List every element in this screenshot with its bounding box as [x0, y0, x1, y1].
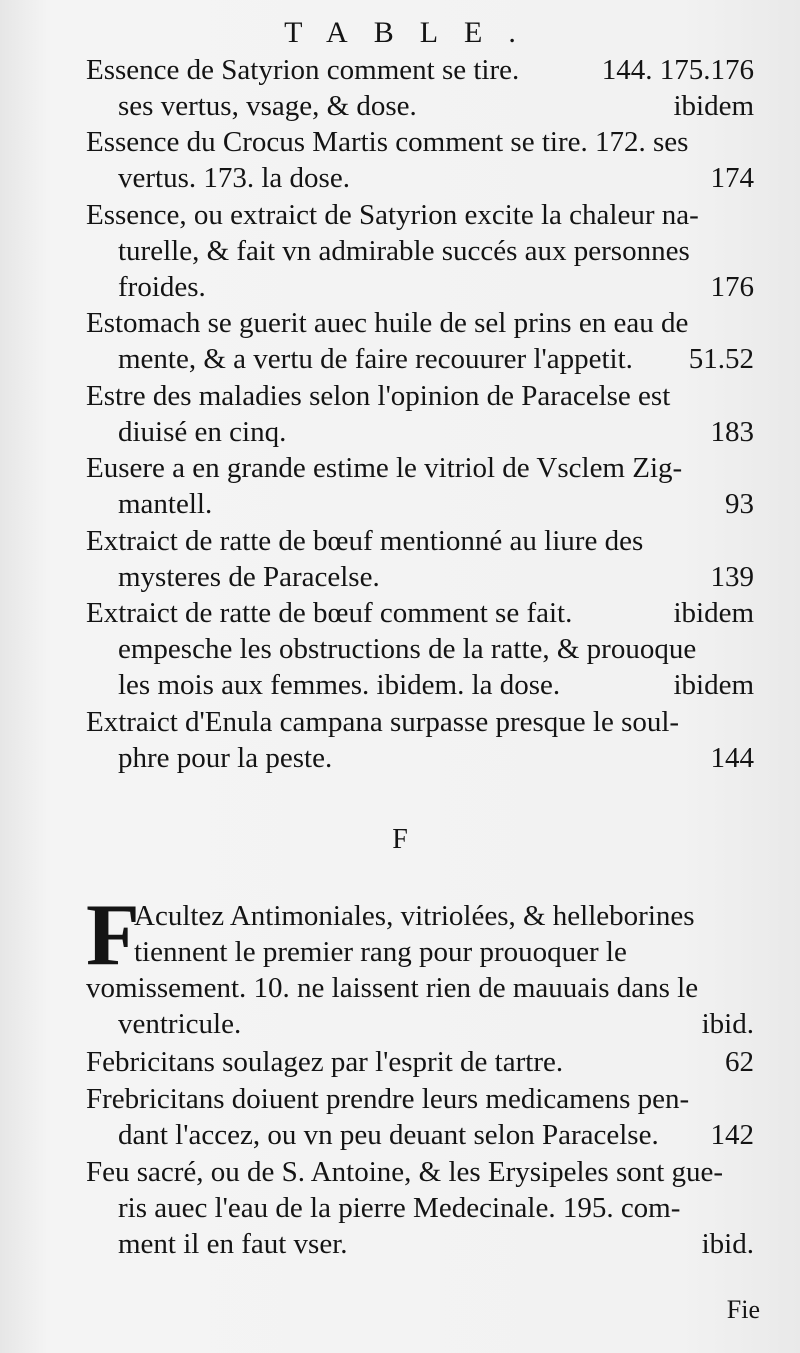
- page-header: TABLE.: [284, 16, 542, 49]
- page-reference: ibidem: [673, 597, 754, 629]
- entry-line: [86, 523, 766, 559]
- entry-text: vertus. 173. la dose.: [118, 162, 350, 195]
- page-reference: 144: [710, 741, 754, 774]
- entry-text: froides.: [118, 270, 206, 303]
- entry-text: Estre des maladies selon l'opinion de Paracelse est: [86, 379, 671, 412]
- index-entry: [86, 378, 766, 450]
- page-reference: ibid.: [701, 1008, 754, 1040]
- page-reference: ibidem: [673, 669, 754, 701]
- entry-line: [86, 305, 766, 341]
- page-reference: 139: [710, 560, 754, 593]
- entry-line: [86, 1226, 766, 1262]
- entry-text: phre pour la peste.: [118, 741, 333, 774]
- entry-line: [86, 667, 766, 703]
- entry-text: vomissement. 10. ne laissent rien de mauuais dans le: [86, 972, 699, 1004]
- entry-line: [86, 1190, 766, 1226]
- catchword: Fie: [726, 1295, 760, 1324]
- entry-line: [86, 631, 766, 667]
- entry-text: Essence, ou extraict de Satyrion excite la chaleur na-: [86, 198, 699, 231]
- entry-text: mente, & a vertu de faire recouurer l'appetit.: [118, 343, 633, 376]
- page-reference: 174: [710, 162, 754, 195]
- entry-text: dant l'accez, ou vn peu deuant selon Paracelse.: [118, 1118, 659, 1151]
- index-entry: [86, 197, 766, 305]
- entry-text: Extraict de ratte de bœuf comment se fait.: [86, 597, 573, 629]
- entry-text: Estomach se guerit auec huile de sel prins en eau de: [86, 307, 689, 340]
- index-entry: [86, 595, 766, 703]
- page-reference: 176: [710, 270, 754, 303]
- entry-text: Eusere a en grande estime le vitriol de Vsclem Zig-: [86, 452, 683, 485]
- index-entry: [86, 1081, 766, 1153]
- entry-line: [86, 124, 766, 160]
- entry-line: [86, 1117, 766, 1153]
- entry-text: ment il en faut vser.: [118, 1227, 348, 1260]
- section-letter-f: F: [392, 824, 408, 855]
- entry-line: [86, 197, 766, 233]
- entry-text: Extraict d'Enula campana surpasse presque le soul-: [86, 705, 680, 738]
- entry-line: [86, 970, 766, 1006]
- entry-line: [86, 269, 766, 305]
- entry-text: turelle, & fait vn admirable succés aux personnes: [118, 234, 690, 267]
- page-reference: 93: [725, 488, 754, 521]
- entry-text: ventricule.: [118, 1008, 242, 1040]
- index-entry: [86, 124, 766, 196]
- entry-text: Essence du Crocus Martis comment se tire. 172. ses: [86, 126, 689, 159]
- entry-line: [86, 450, 766, 486]
- entry-text: Extraict de ratte de bœuf mentionné au liure des: [86, 524, 644, 557]
- entry-text: diuisé en cinq.: [118, 415, 287, 448]
- entry-line: [86, 1044, 766, 1080]
- entry-line: [86, 414, 766, 450]
- page-reference: 142: [710, 1118, 754, 1151]
- page-reference: 183: [710, 415, 754, 448]
- entry-line: [86, 88, 766, 124]
- index-entry: [86, 1044, 766, 1080]
- entry-line: [86, 1154, 766, 1190]
- page-reference: ibid.: [701, 1227, 754, 1260]
- entry-text: Febricitans soulagez par l'esprit de tartre.: [86, 1046, 564, 1078]
- entry-text: empesche les obstructions de la ratte, & prouoque: [118, 633, 697, 665]
- entry-text: Essence de Satyrion comment se tire.: [86, 54, 520, 86]
- entry-text: ris auec l'eau de la pierre Medecinale. 195. com-: [118, 1191, 681, 1224]
- entry-line: [86, 704, 766, 740]
- entry-line: [86, 595, 766, 631]
- entry-text: mysteres de Paracelse.: [118, 560, 380, 593]
- entry-line: [86, 740, 766, 776]
- entry-text: Feu sacré, ou de S. Antoine, & les Erysipeles sont gue-: [86, 1155, 724, 1188]
- page-reference: 144. 175.176: [601, 54, 754, 86]
- entry-text: tiennent le premier rang pour prouoquer le: [134, 936, 627, 968]
- entry-line: [86, 559, 766, 595]
- entry-line: [86, 1081, 766, 1117]
- entry-text: ses vertus, vsage, & dose.: [118, 90, 417, 122]
- entry-line: [86, 1006, 766, 1042]
- entry-text: mantell.: [118, 488, 213, 521]
- index-entry: [86, 523, 766, 595]
- entry-line: [86, 160, 766, 196]
- index-entry: [86, 52, 766, 124]
- entry-line: [86, 341, 766, 377]
- index-entry: [86, 704, 766, 776]
- entry-text: Frebricitans doiuent prendre leurs medicamens pen-: [86, 1082, 690, 1115]
- index-entry: [86, 305, 766, 377]
- entry-text: Acultez Antimoniales, vitriolées, & helleborines: [134, 900, 695, 932]
- index-entry: [86, 450, 766, 522]
- entry-line: [86, 934, 766, 970]
- page-reference: 62: [725, 1046, 754, 1078]
- entry-line: [86, 486, 766, 522]
- entry-line: [86, 52, 766, 88]
- page-reference: 51.52: [688, 343, 754, 376]
- entry-line: [86, 378, 766, 414]
- drop-cap: F: [86, 887, 140, 984]
- entry-line: [86, 233, 766, 269]
- entry-text: les mois aux femmes. ibidem. la dose.: [118, 669, 561, 701]
- index-entry: [86, 887, 766, 1042]
- index-entry: [86, 1154, 766, 1262]
- entry-line: [86, 898, 766, 934]
- page-reference: ibidem: [673, 90, 754, 122]
